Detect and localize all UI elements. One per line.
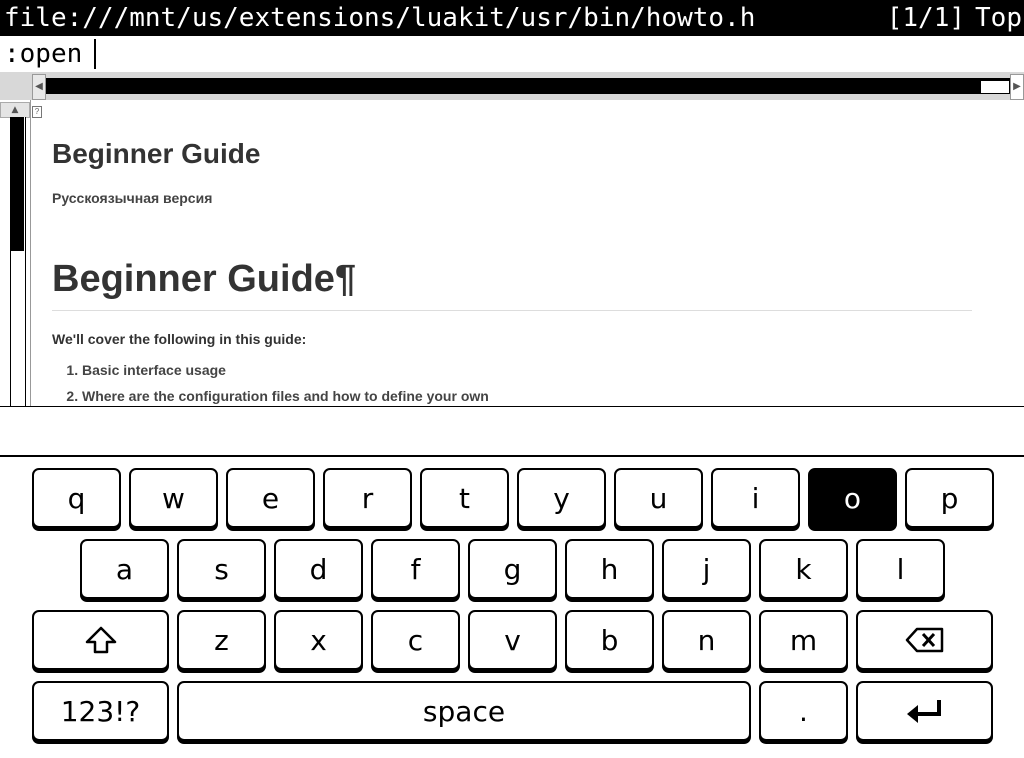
scroll-right-arrow-icon[interactable]: ▶ — [1010, 74, 1024, 100]
backspace-key[interactable] — [856, 610, 993, 670]
broken-image-icon: ? — [32, 106, 42, 118]
content-bottom-border — [0, 406, 1024, 407]
key-z[interactable]: z — [177, 610, 266, 670]
command-line[interactable] — [0, 36, 1024, 72]
key-p[interactable]: p — [905, 468, 994, 528]
text-caret — [94, 39, 96, 69]
shift-key[interactable] — [32, 610, 169, 670]
current-uri: file:///mnt/us/extensions/luakit/usr/bin/howto.h — [4, 3, 756, 33]
key-w[interactable]: w — [129, 468, 218, 528]
list-item: 2. Where are the configuration files and how to define your own — [82, 388, 489, 404]
key-b[interactable]: b — [565, 610, 654, 670]
key-h[interactable]: h — [565, 539, 654, 599]
key-n[interactable]: n — [662, 610, 751, 670]
russian-version-link[interactable]: Русскоязычная версия — [52, 190, 213, 206]
intro-text: We'll cover the following in this guide: — [52, 331, 307, 347]
key-g[interactable]: g — [468, 539, 557, 599]
key-a[interactable]: a — [80, 539, 169, 599]
heading-divider — [52, 310, 972, 311]
key-f[interactable]: f — [371, 539, 460, 599]
command-input[interactable]: :open — [4, 39, 83, 69]
horizontal-scroll-track[interactable] — [46, 78, 1010, 94]
space-key[interactable]: space — [177, 681, 751, 741]
key-l[interactable]: l — [856, 539, 945, 599]
shift-arrow-icon — [84, 625, 118, 655]
numbers-symbols-key[interactable]: 123!? — [32, 681, 169, 741]
enter-arrow-icon — [905, 697, 945, 725]
key-j[interactable]: j — [662, 539, 751, 599]
web-page-content[interactable] — [30, 100, 1024, 406]
key-s[interactable]: s — [177, 539, 266, 599]
horizontal-scroll-thumb[interactable] — [980, 80, 1010, 94]
backspace-icon — [905, 627, 945, 653]
key-u[interactable]: u — [614, 468, 703, 528]
scroll-up-arrow-icon[interactable]: ▲ — [0, 102, 30, 118]
key-k[interactable]: k — [759, 539, 848, 599]
key-r[interactable]: r — [323, 468, 412, 528]
key-period[interactable]: . — [759, 681, 848, 741]
key-m[interactable]: m — [759, 610, 848, 670]
scroll-indicator: Top — [975, 3, 1022, 33]
onscreen-keyboard — [0, 457, 1024, 758]
key-o[interactable]: o — [808, 468, 897, 528]
guide-topics-list — [52, 362, 489, 406]
status-bar — [0, 0, 1024, 36]
vertical-scrollbar[interactable] — [0, 100, 30, 406]
horizontal-scrollbar[interactable] — [0, 72, 1024, 100]
key-c[interactable]: c — [371, 610, 460, 670]
key-d[interactable]: d — [274, 539, 363, 599]
scroll-left-arrow-icon[interactable]: ◀ — [32, 74, 46, 100]
enter-key[interactable] — [856, 681, 993, 741]
main-heading: Beginner Guide¶ — [52, 258, 357, 300]
key-q[interactable]: q — [32, 468, 121, 528]
history-position: [1/1] — [886, 3, 966, 33]
page-title: Beginner Guide — [52, 138, 261, 169]
key-y[interactable]: y — [517, 468, 606, 528]
key-x[interactable]: x — [274, 610, 363, 670]
list-item: 1. Basic interface usage — [82, 362, 489, 378]
key-t[interactable]: t — [420, 468, 509, 528]
key-e[interactable]: e — [226, 468, 315, 528]
key-i[interactable]: i — [711, 468, 800, 528]
key-v[interactable]: v — [468, 610, 557, 670]
page-edge — [30, 100, 31, 406]
vertical-scroll-thumb[interactable] — [10, 117, 24, 251]
